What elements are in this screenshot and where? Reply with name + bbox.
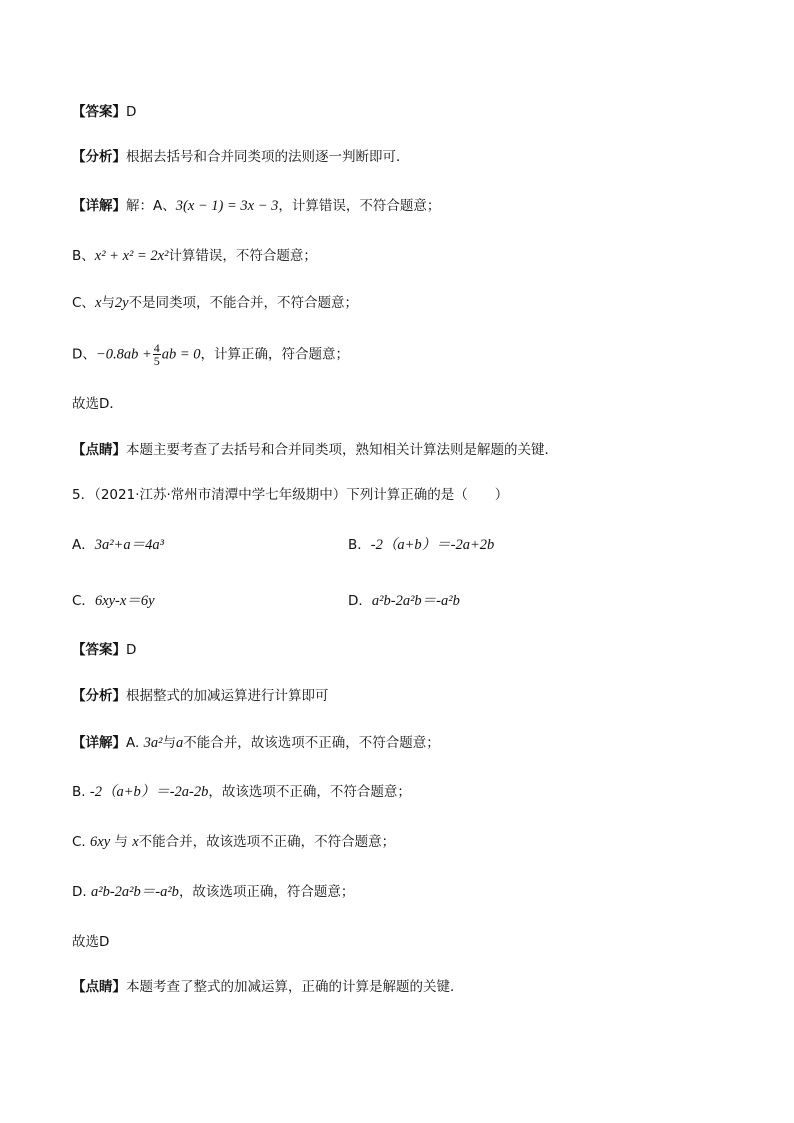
detail-c-2y: 2y (114, 295, 129, 311)
detail-d-prefix: D、 (72, 346, 96, 363)
detail2-a-mid: 与 (162, 735, 176, 751)
option-a-label: A． (72, 537, 95, 553)
detail2-line-d (72, 882, 354, 902)
detail-c-mid: 与 (101, 295, 115, 311)
comment-line-1 (72, 440, 558, 460)
analysis-line-1 (72, 147, 410, 167)
detail2-a-var: a (175, 735, 184, 751)
comment-text: 本题主要考查了去括号和合并同类项，熟知相关计算法则是解题的关键． (126, 442, 558, 458)
option-d-label: D． (348, 593, 372, 609)
detail-a-text: ，计算错误，不符合题意； (278, 198, 441, 214)
answer-value: D (126, 642, 137, 658)
detail-b-text: 计算错误，不符合题意； (168, 248, 317, 264)
detail2-c-mid: 与 (110, 834, 133, 850)
detail-b-prefix: B、 (72, 248, 95, 264)
analysis-line-2 (72, 686, 329, 706)
answer-tag: 【答案】 (72, 104, 126, 120)
detail-d-text: ，计算正确，符合题意； (200, 346, 350, 363)
option-b-expr: -2（a+b）＝-2a+2b (370, 537, 495, 553)
detail2-c-expr: 6xy (90, 834, 111, 850)
answer-line-1 (72, 102, 136, 122)
comment-tag: 【点睛】 (72, 979, 126, 995)
option-b (348, 535, 494, 555)
detail2-b-expr: -2（a+b）＝-2a-2b (89, 784, 209, 800)
comment-tag: 【点睛】 (72, 442, 126, 458)
detail2-c-var: x (132, 834, 139, 850)
answer-tag: 【答案】 (72, 642, 126, 658)
option-d (348, 591, 460, 611)
detail-line-d (72, 342, 349, 367)
analysis-tag: 【分析】 (72, 688, 126, 704)
option-c (72, 591, 155, 611)
detail-line-a (72, 196, 440, 216)
comment-text: 本题考查了整式的加减运算，正确的计算是解题的关键． (126, 979, 464, 995)
analysis-text: 根据整式的加减运算进行计算即可 (126, 688, 329, 704)
detail2-d-expr: a²b-2a²b＝-a²b (90, 884, 179, 900)
detail-b-equation: x² + x² = 2x² (94, 248, 169, 264)
detail2-a-expr: 3a² (143, 735, 163, 751)
detail2-line-c (72, 832, 395, 852)
analysis-text: 根据去括号和合并同类项的法则逐一判断即可． (126, 149, 410, 165)
detail2-line-a (72, 733, 440, 753)
option-a (72, 535, 164, 555)
choose-line-1 (72, 394, 123, 414)
analysis-tag: 【分析】 (72, 149, 126, 165)
detail-tag: 【详解】 (72, 198, 126, 214)
detail-c-text: 不是同类项，不能合并，不符合题意； (128, 295, 359, 311)
detail2-a-prefix: A. (126, 735, 144, 751)
option-d-expr: a²b-2a²b＝-a²b (371, 593, 460, 609)
detail2-d-text: ，故该选项正确，符合题意； (178, 884, 355, 900)
choose-line-2 (72, 932, 109, 952)
choose-text: 故选D (72, 934, 110, 950)
option-a-expr: 3a²+a＝4a³ (94, 537, 164, 553)
option-b-label: B． (348, 537, 371, 553)
detail-line-b (72, 246, 317, 266)
detail-c-prefix: C、 (72, 295, 95, 311)
detail2-c-prefix: C. (72, 834, 91, 850)
detail-c-x: x (94, 295, 102, 311)
comment-line-2 (72, 977, 464, 997)
detail-d-expr1: −0.8ab + (95, 346, 152, 363)
detail2-b-prefix: B. (72, 784, 90, 800)
detail2-line-b (72, 782, 411, 802)
option-c-expr: 6xy-x＝6y (94, 593, 155, 609)
detail2-c-text: 不能合并，故该选项不正确，不符合题意； (138, 834, 396, 850)
detail-a-equation: 3(x − 1) = 3x − 3 (175, 198, 279, 214)
detail2-b-text: ，故该选项不正确，不符合题意； (208, 784, 411, 800)
fraction (153, 342, 161, 367)
fraction-numerator: 4 (153, 341, 160, 355)
answer-value: D (126, 104, 137, 120)
detail-d-expr2: ab = 0 (161, 346, 201, 363)
detail-prefix: 解：A、 (126, 198, 176, 214)
question-stem-text: 5．（2021·江苏·常州市清潭中学七年级期中）下列计算正确的是（ ） (72, 487, 509, 503)
detail-tag: 【详解】 (72, 735, 126, 751)
fraction-denominator: 5 (153, 354, 160, 368)
answer-line-2 (72, 640, 136, 660)
detail2-a-text: 不能合并，故该选项不正确，不符合题意； (183, 735, 440, 751)
detail-line-c (72, 293, 358, 313)
option-c-label: C． (72, 593, 95, 609)
question-5-stem (72, 485, 508, 505)
choose-text: 故选D． (72, 396, 123, 412)
detail2-d-prefix: D. (72, 884, 91, 900)
